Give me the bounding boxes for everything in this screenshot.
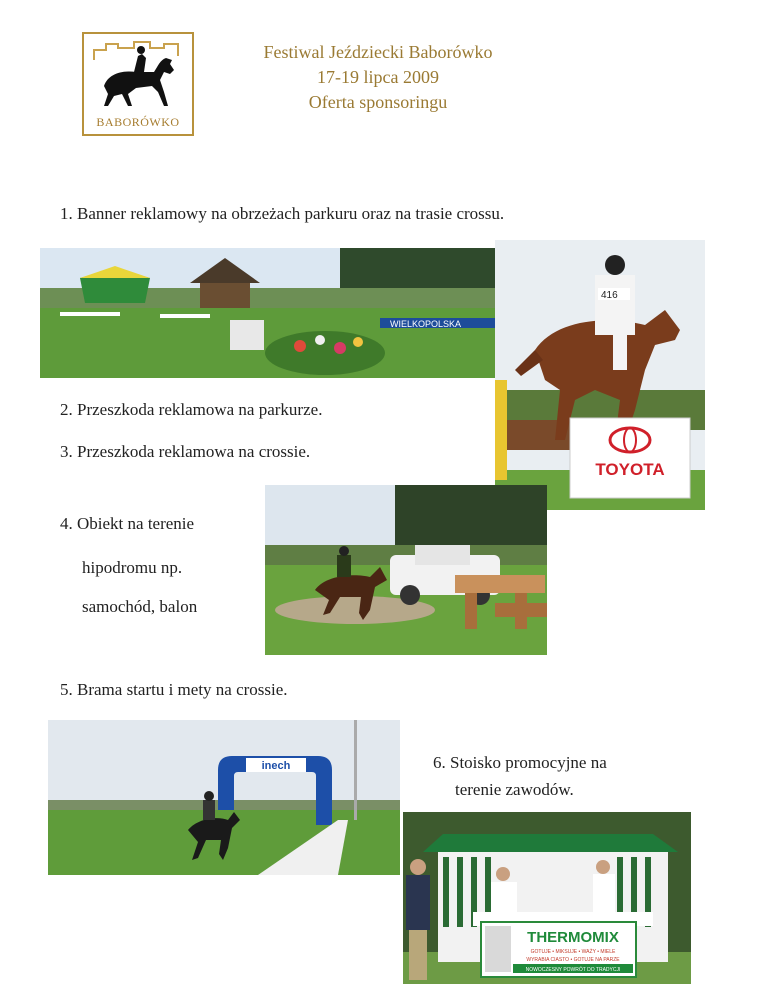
- photo-toyota-obstacle: [495, 240, 705, 510]
- event-dates: 17-19 lipca 2009: [317, 67, 439, 87]
- offer-item-4-line-2: hipodromu np.: [82, 558, 183, 577]
- page-title: Festiwal Jeździecki Baborówko: [263, 42, 493, 62]
- stand-line-2: WYRABIA CIASTO • GOTUJE NA PARZE: [526, 957, 620, 963]
- offer-item-6-line-1: 6. Stoisko promocyjne na: [433, 753, 607, 772]
- logo-text: BABORÓWKO: [96, 115, 180, 129]
- offer-item-6-line-2: terenie zawodów.: [455, 780, 574, 799]
- photo-arena: [40, 248, 520, 378]
- offer-item-2: 2. Przeszkoda reklamowa na parkurze.: [60, 400, 323, 419]
- offer-item-1: 1. Banner reklamowy na obrzeżach parkuru oraz na trasie crossu.: [60, 204, 505, 223]
- gate-brand-text: inech: [261, 760, 291, 772]
- offer-item-4-line-3: samochód, balon: [82, 597, 198, 616]
- photo-start-gate: [48, 720, 400, 875]
- offer-item-5: 5. Brama startu i mety na crossie.: [60, 680, 288, 699]
- rider-number: 416: [601, 290, 618, 301]
- photo-promo-stand: [403, 812, 691, 984]
- page-subtitle: Oferta sponsoringu: [308, 92, 448, 112]
- offer-item-4-line-1: 4. Obiekt na terenie: [60, 514, 195, 533]
- horse-rider-icon: [84, 34, 192, 118]
- stand-line-1: GOTUJE • MIKSUJE • WAŻY • MIELE: [530, 949, 616, 955]
- baborowko-logo: [82, 32, 194, 136]
- toyota-text: TOYOTA: [595, 460, 665, 479]
- arena-banner-text: WIELKOPOLSKA: [390, 319, 462, 329]
- stand-line-3: NOWOCZESNY POWRÓT DO TRADYCJI: [525, 967, 621, 973]
- stand-brand-text: THERMOMIX: [527, 929, 619, 946]
- offer-item-3: 3. Przeszkoda reklamowa na crossie.: [60, 442, 311, 461]
- photo-car-obstacle: [265, 485, 547, 655]
- page-header: [220, 40, 536, 115]
